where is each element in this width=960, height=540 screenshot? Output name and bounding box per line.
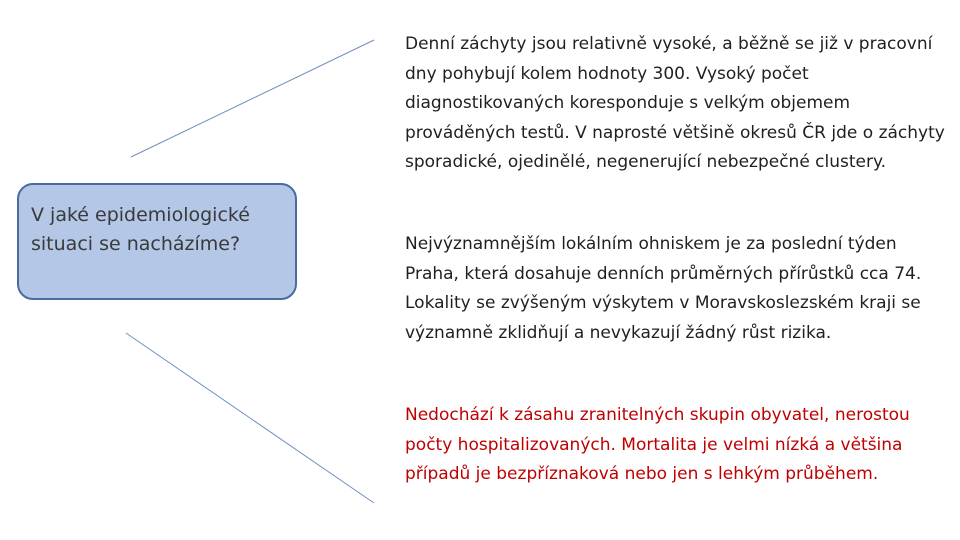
question-text: V jaké epidemiologické situaci se nacházíme?: [31, 204, 250, 255]
connector-line-bottom: [126, 333, 374, 503]
question-box: [17, 183, 297, 300]
statement-risk-groups: Nedochází k zásahu zranitelných skupin obyvatel, nerostou počty hospitalizovaných. Mortalita je velmi nízká a většina případů je bezpříznaková nebo jen s lehkým průběhem.: [405, 405, 910, 484]
statement-daily-cases: Denní záchyty jsou relativně vysoké, a běžně se již v pracovní dny pohybují kolem hodnoty 300. Vysoký počet diagnostikovaných koresponduje s velkým objemem prováděných testů. V naprosté většině okresů ČR jde o záchyty sporadické, ojedinělé, negenerující nebezpečné clustery.: [405, 34, 945, 172]
statement-local-outbreak: Nejvýznamnějším lokálním ohniskem je za poslední týden Praha, která dosahuje denních průměrných přírůstků cca 74. Lokality se zvýšeným výskytem v Moravskoslezském kraji se významně zklidňují a nevykazují žádný růst rizika.: [405, 234, 922, 343]
connector-line-top: [131, 40, 374, 157]
